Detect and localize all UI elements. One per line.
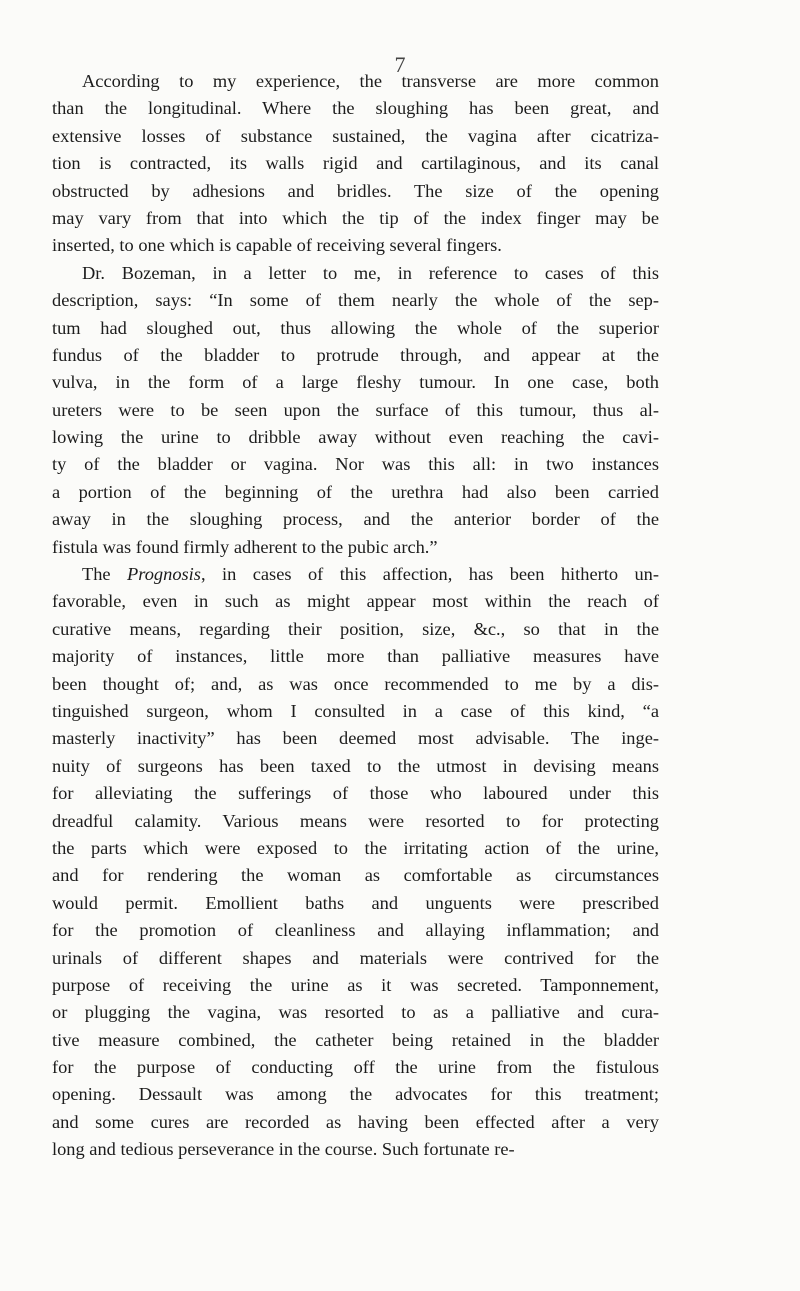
text-line: fistula was found firmly adherent to the pubic arch.” xyxy=(52,536,438,557)
text-line: would permit. Emollient baths and unguents were prescribed xyxy=(52,892,659,913)
text-line: away in the sloughing process, and the anterior border of the xyxy=(52,509,659,530)
text-line: for the promotion of cleanliness and allaying inflammation; and xyxy=(52,920,659,941)
text-line: majority of instances, little more than palliative measures have xyxy=(52,646,659,667)
text-line: obstructed by adhesions and bridles. The size of the opening xyxy=(52,180,659,201)
text-line: opening. Dessault was among the advocates for this treatment; xyxy=(52,1084,659,1105)
text-line: urinals of different shapes and materials were contrived for the xyxy=(52,947,659,968)
text-line: ty of the bladder or vagina. Nor was this all: in two instances xyxy=(52,454,659,475)
text-line: or plugging the vagina, was resorted to as a palliative and cura- xyxy=(52,1002,659,1023)
text-line: may vary from that into which the tip of the index finger may be xyxy=(52,207,659,228)
text-line: than the longitudinal. Where the sloughing has been great, and xyxy=(52,98,659,119)
text-line: dreadful calamity. Various means were resorted to for protecting xyxy=(52,810,659,831)
text-line: been thought of; and, as was once recommended to me by a dis- xyxy=(52,673,659,694)
text-line: tinguished surgeon, whom I consulted in a case of this kind, “a xyxy=(52,700,659,721)
text-line: lowing the urine to dribble away without even reaching the cavi- xyxy=(52,427,659,448)
text-line: favorable, even in such as might appear most within the reach of xyxy=(52,591,659,612)
text-line: curative means, regarding their position, size, &c., so that in the xyxy=(52,618,659,639)
text-line: inserted, to one which is capable of receiving several fingers. xyxy=(52,235,502,256)
text-line: the parts which were exposed to the irritating action of the urine, xyxy=(52,837,659,858)
text-line: fundus of the bladder to protrude through, and appear at the xyxy=(52,344,659,365)
text-line: purpose of receiving the urine as it was secreted. Tamponnement, xyxy=(52,974,659,995)
text-line: for the purpose of conducting off the urine from the fistulous xyxy=(52,1057,659,1078)
body-text xyxy=(52,68,659,1164)
text-line: tum had sloughed out, thus allowing the whole of the superior xyxy=(52,317,659,338)
text-line: and some cures are recorded as having been effected after a very xyxy=(52,1111,659,1132)
text-line: Dr. Bozeman, in a letter to me, in reference to cases of this xyxy=(82,262,659,283)
text-line: long and tedious perseverance in the course. Such fortunate re- xyxy=(52,1139,515,1160)
text-line: tive measure combined, the catheter being retained in the bladder xyxy=(52,1029,659,1050)
text-line: and for rendering the woman as comfortable as circumstances xyxy=(52,865,659,886)
text-line: description, says: “In some of them nearly the whole of the sep- xyxy=(52,290,659,311)
text-line: extensive losses of substance sustained, the vagina after cicatriza- xyxy=(52,125,659,146)
text-line: for alleviating the sufferings of those who laboured under this xyxy=(52,783,659,804)
text-line: tion is contracted, its walls rigid and cartilaginous, and its canal xyxy=(52,153,659,174)
text-line: According to my experience, the transverse are more common xyxy=(82,71,659,91)
text-line: The Prognosis, in cases of this affection, has been hitherto un- xyxy=(82,564,659,585)
italic-term: Prognosis xyxy=(127,564,201,585)
text-line: vulva, in the form of a large fleshy tumour. In one case, both xyxy=(52,372,659,393)
text-line: ureters were to be seen upon the surface of this tumour, thus al- xyxy=(52,399,659,420)
text-line: masterly inactivity” has been deemed most advisable. The inge- xyxy=(52,728,659,749)
text-line: a portion of the beginning of the urethra had also been carried xyxy=(52,481,659,502)
text-line: nuity of surgeons has been taxed to the utmost in devising means xyxy=(52,755,659,776)
page-number: 7 xyxy=(394,52,406,77)
